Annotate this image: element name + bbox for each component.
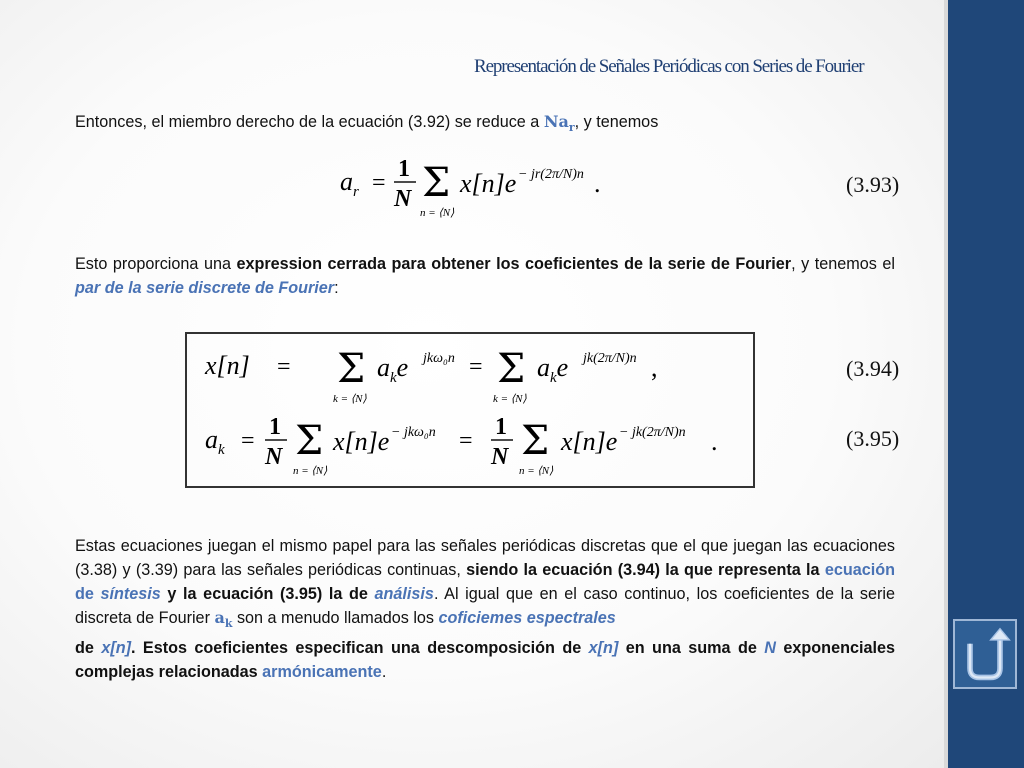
eq395-num-1: 1	[269, 414, 281, 440]
p3-bold-5: en una suma de	[618, 639, 765, 658]
eq393-equals: =	[372, 170, 386, 196]
eq395-sigma-1: Σ	[295, 418, 324, 464]
equation-3-95	[205, 410, 725, 480]
equation-3-93	[340, 150, 620, 222]
p3-highlight-1-italic: síntesis	[100, 585, 161, 603]
eq393-sigma: Σ	[422, 160, 451, 206]
p3-highlight-4: x[n]	[101, 639, 131, 658]
eq393-period: .	[594, 169, 601, 198]
eq395-den-1: N	[265, 444, 283, 470]
intro-text: Entonces, el miembro derecho de la ecuación (3.92) se reduce a	[75, 113, 544, 131]
eq393-number: (3.93)	[846, 172, 900, 197]
p3-bold-1: siendo la ecuación (3.94) la que representa la	[466, 561, 825, 579]
eq395-sum-index-2: n = ⟨N⟩	[519, 465, 554, 477]
p3-bold-2: y la ecuación (3.95) la de	[160, 585, 375, 603]
p3-highlight-6: N	[764, 639, 776, 658]
eq394-term-1: $a_ke$	[377, 353, 409, 386]
eq395-equals-2: =	[459, 428, 473, 454]
return-button[interactable]	[953, 619, 1017, 689]
eq395-equals: =	[241, 428, 255, 454]
p3-highlight-5: x[n]	[588, 639, 619, 658]
eq394-term-2: $a_ke$	[537, 353, 569, 386]
eq393-exponent: − jr(2π/N)n	[518, 167, 584, 182]
eq395-num-2: 1	[495, 414, 507, 440]
eq395-lhs: $a_k$	[205, 425, 225, 458]
explanation-paragraph	[75, 534, 895, 684]
intro-text-end: , y tenemos	[574, 113, 659, 131]
description-paragraph	[75, 252, 895, 300]
eq393-lhs: $a_r$	[340, 167, 359, 200]
equation-3-94	[205, 342, 665, 412]
eq394-lhs: x[n]	[205, 351, 250, 380]
na-symbol: $Na_r$	[543, 112, 575, 135]
p2-text-1: Esto proporciona una	[75, 255, 237, 273]
p3-bold-3: de	[75, 639, 102, 658]
p3-text-1: Estas ecuaciones juegan el mismo papel para las señales periódicas discretas que el que juegan las ecuaciones (3.38) y (3.39) para las señales periódicas continuas,	[75, 537, 895, 579]
u-turn-return-icon	[955, 621, 1015, 687]
eq393-term: x[n]e	[460, 169, 517, 198]
eq395-sigma-2: Σ	[521, 418, 550, 464]
eq395-sum-index-1: n = ⟨N⟩	[293, 465, 328, 477]
eq394-number: (3.94)	[846, 356, 900, 381]
p3-highlight-1: ecuación de	[75, 561, 895, 603]
p2-text-3: :	[334, 279, 339, 297]
p3-highlight-3: coficiemes espectrales	[438, 609, 616, 627]
eq394-comma: ,	[651, 353, 658, 382]
eq395-number: (3.95)	[846, 426, 900, 451]
p2-highlight-1: par de la serie discrete de Fourier	[75, 279, 335, 297]
ak-symbol: $a_k$	[214, 608, 233, 631]
eq394-equals: =	[277, 354, 291, 380]
eq393-sum-index: n = ⟨N⟩	[420, 207, 455, 219]
p3-highlight-2: análisis	[374, 585, 434, 603]
p3-text-3: son a menudo llamados los	[232, 609, 439, 627]
eq395-term-1: x[n]e	[333, 427, 390, 456]
eq395-den-2: N	[491, 444, 509, 470]
eq394-sigma-1: Σ	[337, 346, 366, 392]
eq394-exp-2: jk(2π/N)n	[583, 351, 637, 366]
eq395-term-2: x[n]e	[561, 427, 618, 456]
eq394-equals-2: =	[469, 354, 483, 380]
eq394-sigma-2: Σ	[497, 346, 526, 392]
eq394-sum-index-2: k = ⟨N⟩	[493, 393, 527, 405]
intro-paragraph	[75, 110, 895, 140]
eq395-exp-1: − jkω₀n	[391, 425, 436, 440]
p3-text-2: . Al igual que en el caso continuo, los coeficientes de la serie discreta de Fourier	[75, 585, 895, 627]
eq395-period: .	[711, 427, 718, 456]
eq395-exp-2: − jk(2π/N)n	[619, 425, 686, 440]
eq394-sum-index-1: k = ⟨N⟩	[333, 393, 367, 405]
p3-bold-6: exponenciales complejas relacionadas	[75, 639, 895, 682]
eq394-exp-1: jkω₀n	[423, 351, 455, 366]
p2-bold-1: expression cerrada para obtener los coeficientes de la serie de Fourier	[236, 255, 792, 273]
slide-title: Representación de Señales Periódicas con Series de Fourier	[474, 56, 864, 77]
p3-bold-4: . Estos coeficientes especifican una descomposición de	[130, 639, 589, 658]
p2-text-2: , y tenemos el	[791, 255, 895, 273]
eq393-den: N	[394, 186, 412, 212]
p3-highlight-7: armónicamente	[262, 663, 382, 682]
eq393-num: 1	[398, 156, 410, 182]
p3-text-4: .	[381, 663, 387, 682]
